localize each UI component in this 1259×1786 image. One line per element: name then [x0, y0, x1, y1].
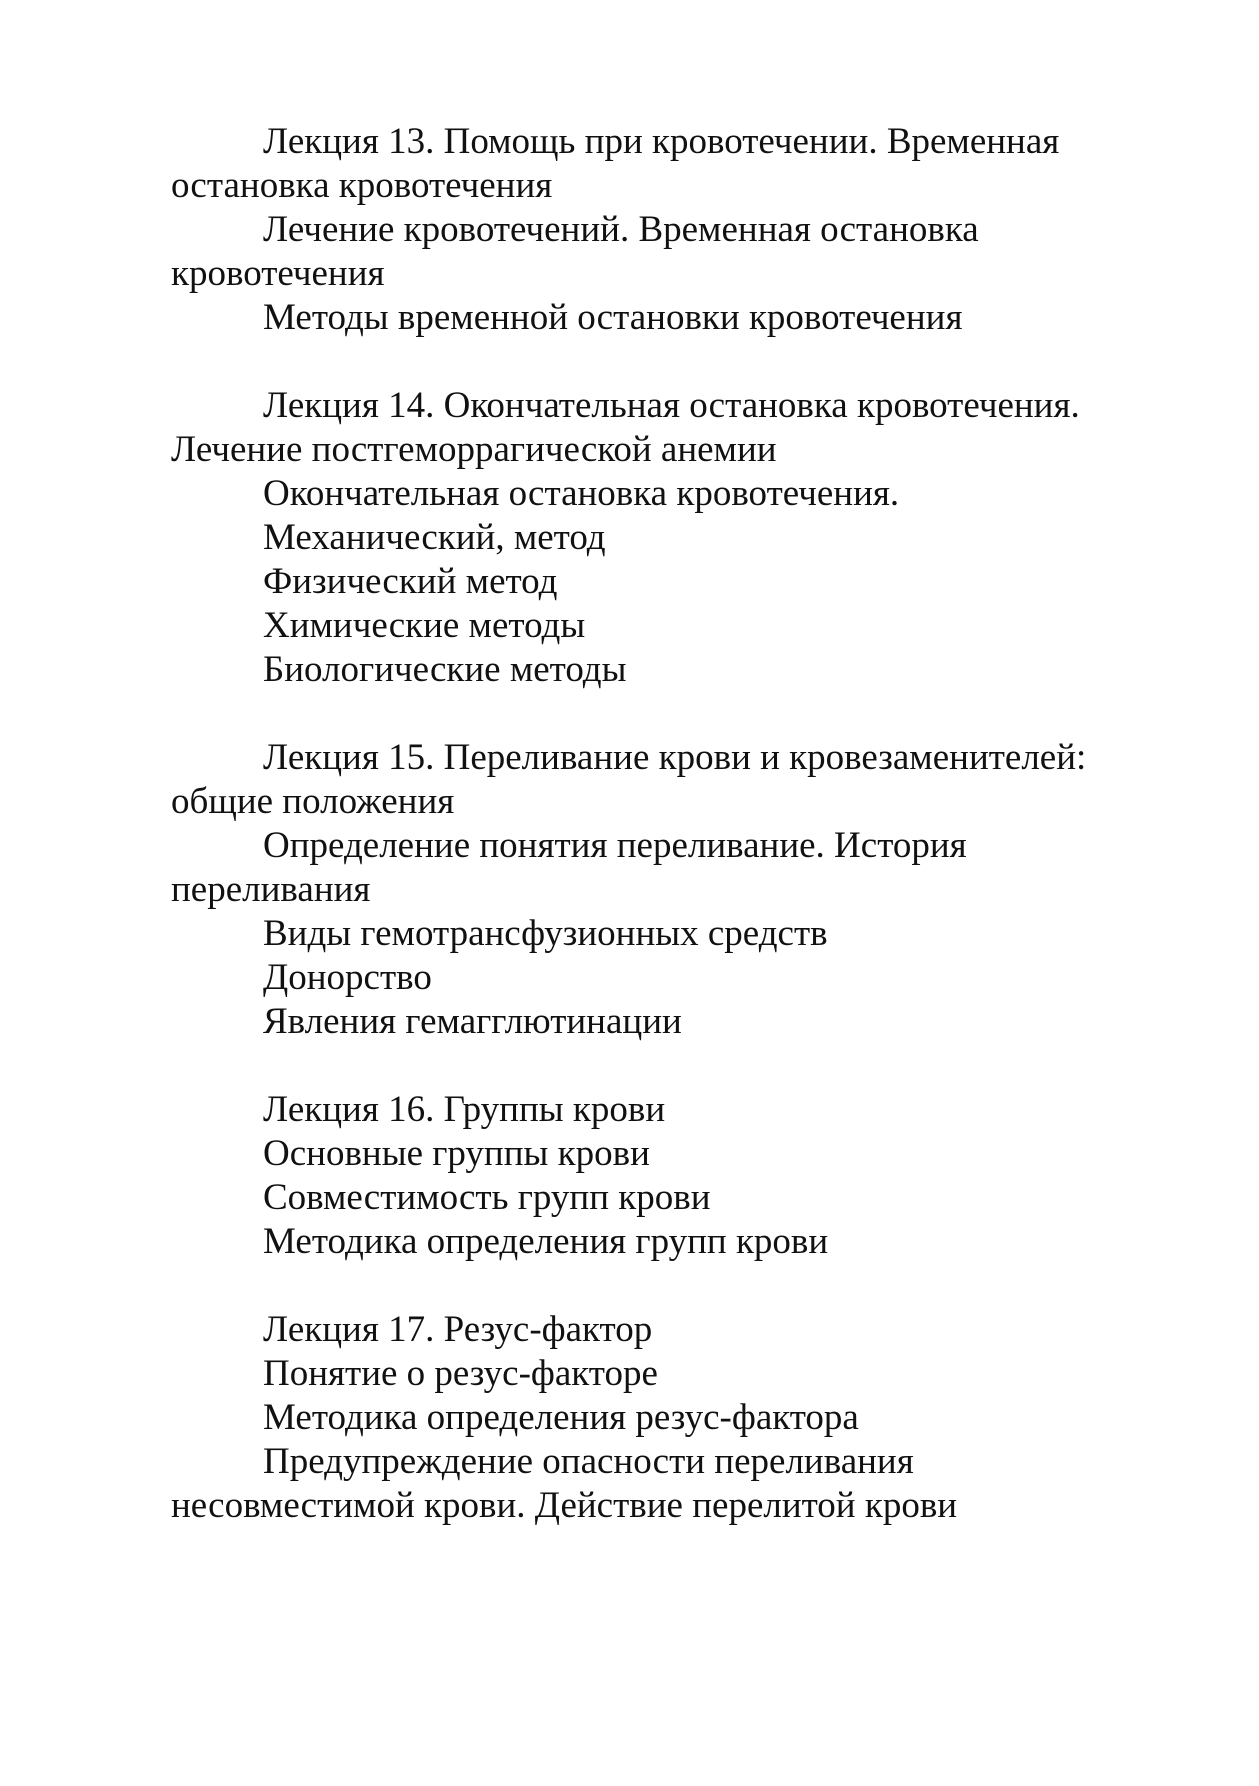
lecture-17-item-2: Методика определения резус-фактора [263, 1397, 859, 1438]
lecture-14-item-3: Физический метод [263, 561, 558, 602]
lecture-16-title: Лекция 16. Группы крови [263, 1089, 666, 1130]
lecture-13-item-2: Методы временной остановки кровотечения [263, 297, 963, 338]
lecture-14-title: Лекция 14. Окончательная остановка кровотечения. Лечение постгеморрагической анемии [171, 385, 1080, 470]
lecture-16-item-1: Основные группы крови [263, 1133, 650, 1174]
lecture-17-section [171, 1308, 1131, 1528]
document-page [171, 120, 1131, 1572]
lecture-15-section [171, 736, 1131, 1044]
lecture-16-item-3: Методика определения групп крови [263, 1221, 829, 1262]
lecture-13-title: Лекция 13. Помощь при кровотечении. Временная остановка кровотечения [171, 121, 1060, 206]
lecture-15-title: Лекция 15. Переливание крови и кровезаменителей: общие положения [171, 737, 1087, 822]
lecture-14-item-1: Окончательная остановка кровотечения. [263, 473, 900, 514]
lecture-15-item-4: Явления гемагглютинации [263, 1001, 682, 1042]
lecture-13-section [171, 120, 1131, 340]
lecture-17-item-1: Понятие о резус-факторе [263, 1353, 658, 1394]
lecture-14-section [171, 384, 1131, 692]
lecture-17-item-3: Предупреждение опасности переливания несовместимой крови. Действие перелитой крови [171, 1441, 958, 1526]
lecture-14-item-4: Химические методы [263, 605, 586, 646]
lecture-15-item-3: Донорство [263, 957, 432, 998]
lecture-16-item-2: Совместимость групп крови [263, 1177, 711, 1218]
lecture-15-item-1: Определение понятия переливание. История переливания [171, 825, 967, 910]
lecture-13-item-1: Лечение кровотечений. Временная остановка кровотечения [171, 209, 979, 294]
lecture-14-item-5: Биологические методы [263, 649, 627, 690]
lecture-17-title: Лекция 17. Резус-фактор [263, 1309, 653, 1350]
lecture-15-item-2: Виды гемотрансфузионных средств [263, 913, 828, 954]
lecture-14-item-2: Механический, метод [263, 517, 606, 558]
lecture-16-section [171, 1088, 1131, 1264]
